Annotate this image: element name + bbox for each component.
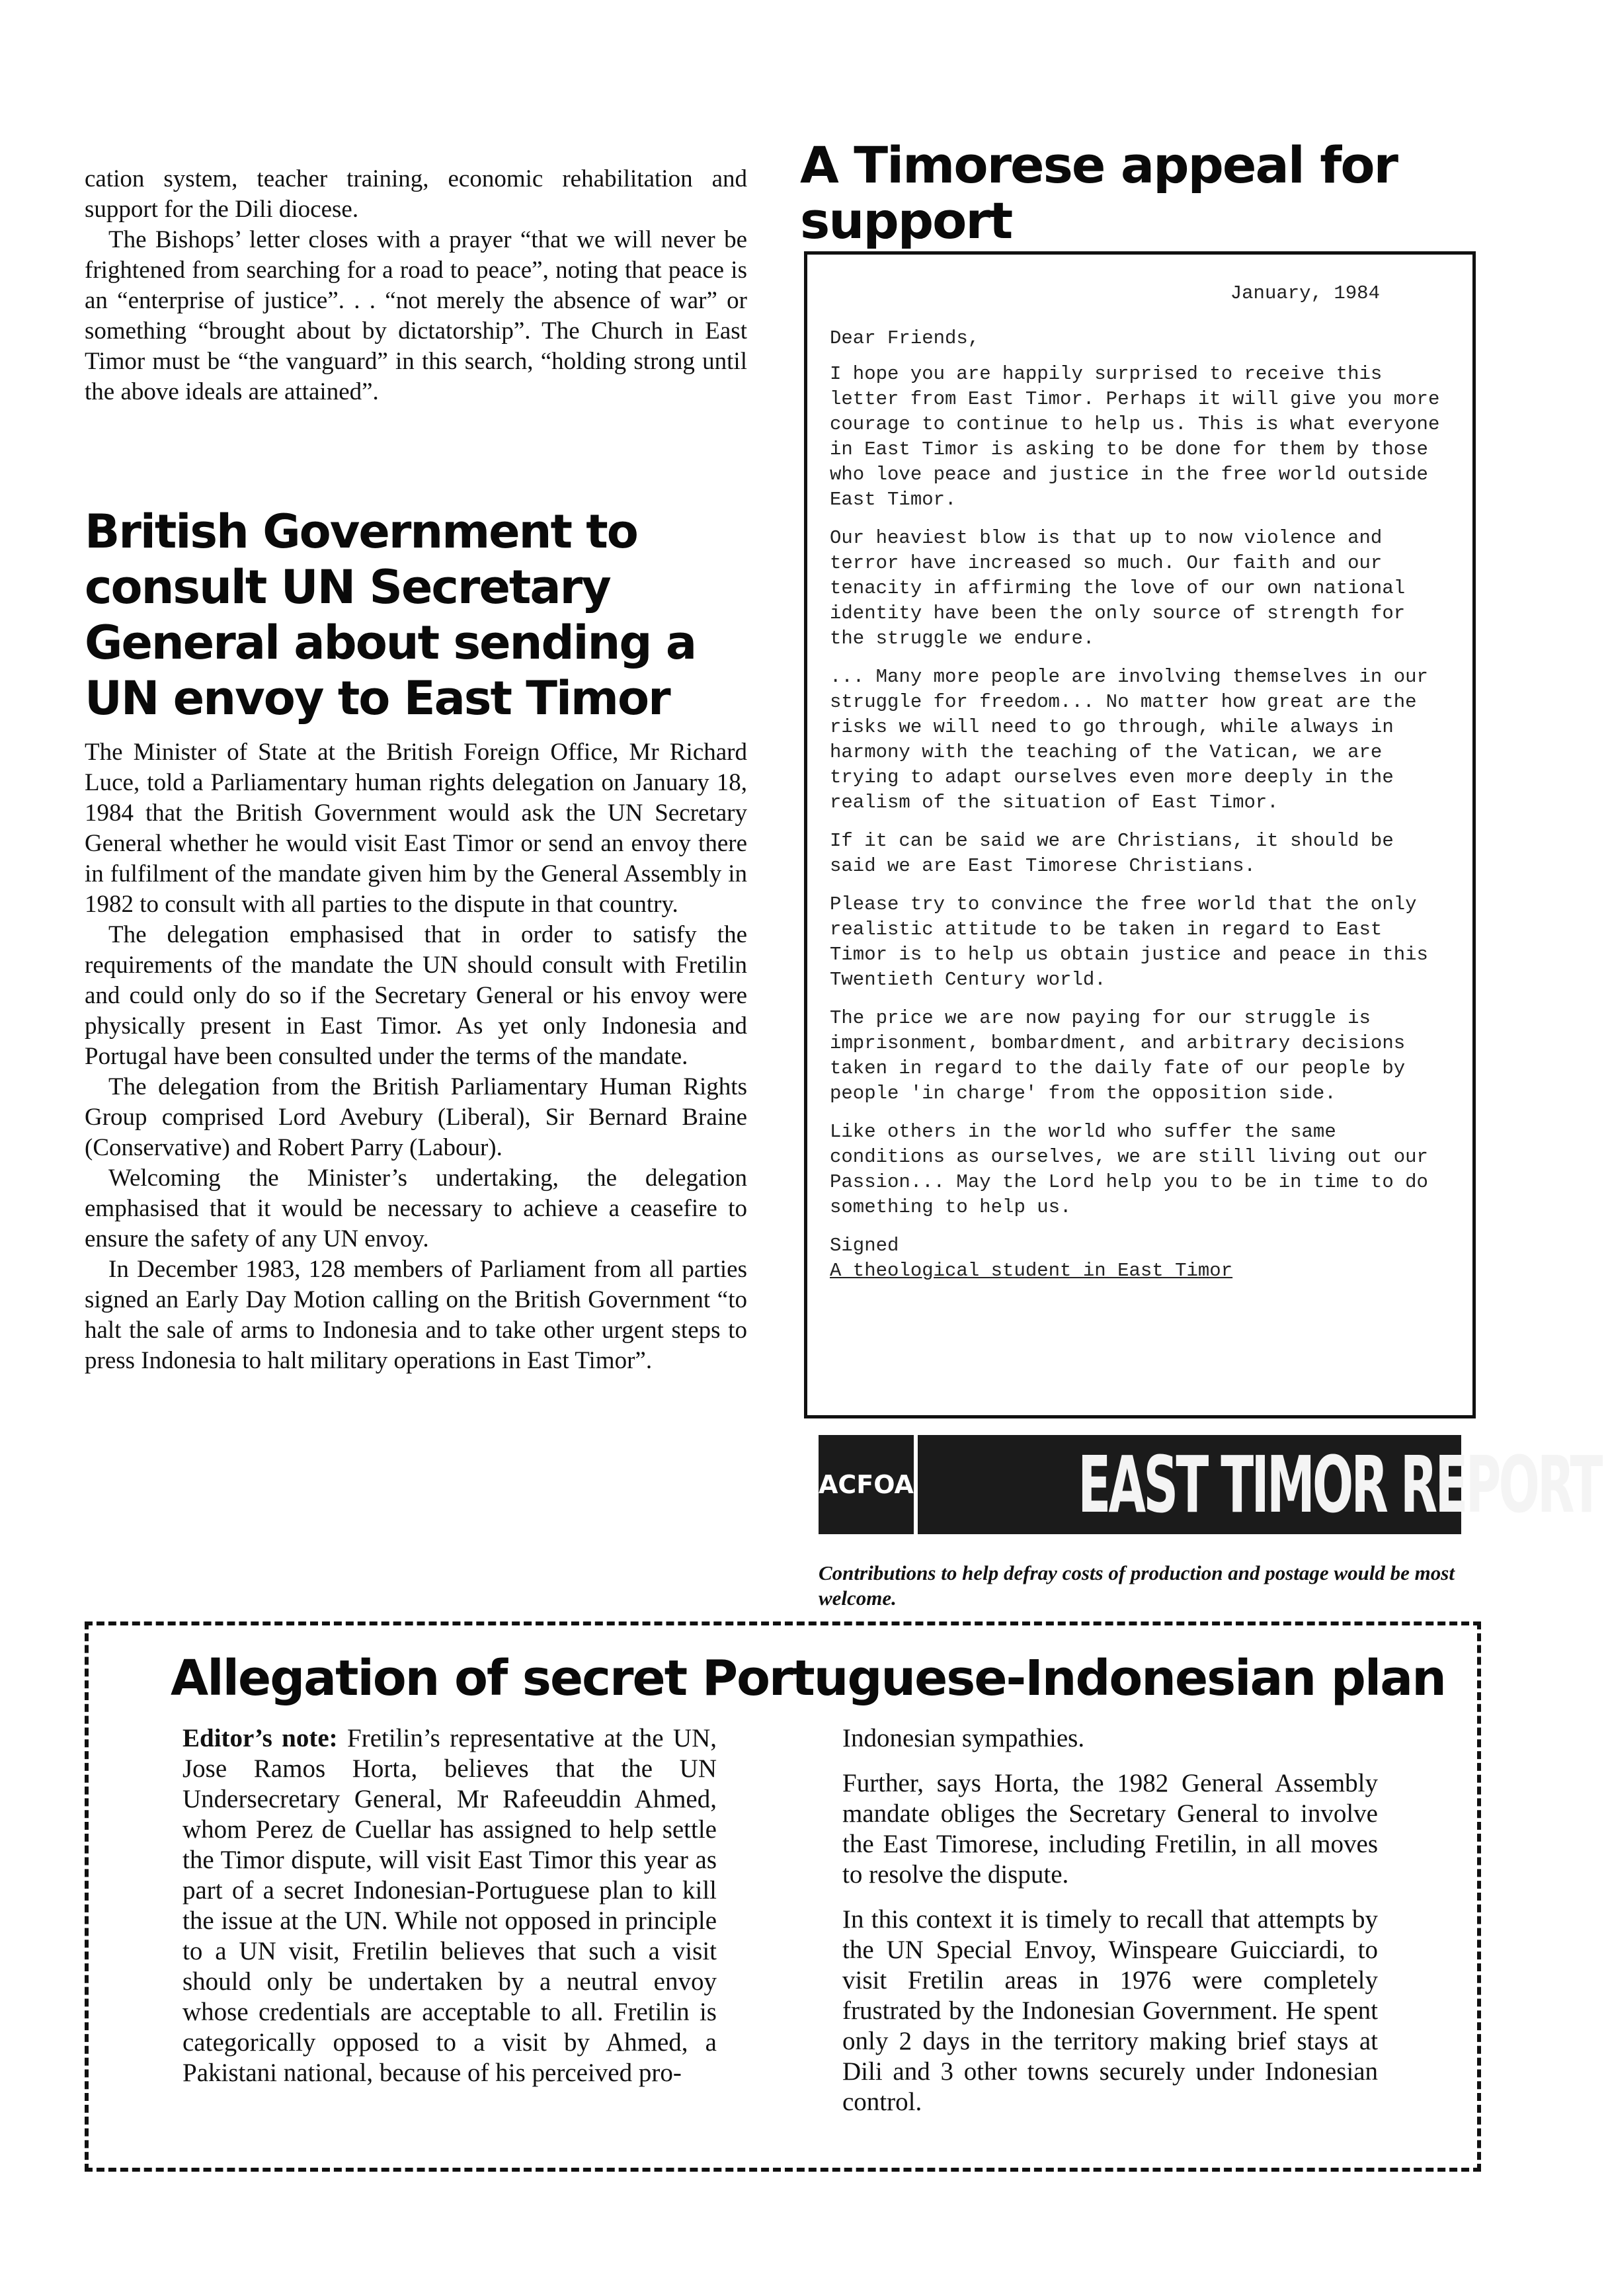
- appeal-headline: A Timorese appeal for support: [800, 136, 1398, 250]
- allegation-right-paragraph-1: Indonesian sympathies.: [842, 1724, 1085, 1752]
- letter-paragraph-5: Please try to convince the free world that the only realistic attitude to be taken in regard to East Timor is to help us obtain justice and peace in this Twentieth Century world.: [830, 893, 1428, 991]
- editor-note-label: Editor’s note:: [182, 1724, 338, 1752]
- article-paragraph-3: The delegation from the British Parliamentary Human Rights Group comprised Lord Avebury (Liberal), Sir Bernard Braine (Conservative) and Robert Parry (Labour).: [85, 1073, 747, 1161]
- acfoa-badge-icon: [819, 1435, 918, 1534]
- article-paragraph-5: In December 1983, 128 members of Parliament from all parties signed an Early Day Motion calling on the British Government “to halt the sale of arms to Indonesia and to take other urgent steps to press Indonesia to halt military operations in East Timor”.: [85, 1256, 747, 1374]
- letter-paragraph-4: If it can be said we are Christians, it should be said we are East Timorese Christians.: [830, 830, 1394, 877]
- acfoa-badge-label: ACFOA: [819, 1470, 914, 1499]
- allegation-right-column: [842, 1723, 1378, 2132]
- letter-paragraph-1: I hope you are happily surprised to receive this letter from East Timor. Perhaps it will give you more courage to continue to help us. This is what everyone in East Timor is asking to be done for them by those who love peace and justice in the free world outside East Timor.: [830, 363, 1440, 511]
- article-body: [85, 737, 747, 1376]
- editor-note-text: Fretilin’s representative at the UN, Jose Ramos Horta, believes that the UN Undersecretary General, Mr Rafeeuddin Ahmed, whom Perez de Cuellar has assigned to help settle the Timor dispute, will visit East Timor this year as part of a secret Indonesian-Portuguese plan to kill the issue at the UN. While not opposed in principle to a UN visit, Fretilin believes that such a visit should only be undertaken by a neutral envoy whose credentials are acceptable to all. Fretilin is categorically opposed to a visit by Ahmed, a Pakistani national, because of his perceived pro-: [182, 1724, 717, 2087]
- letter-box: [804, 251, 1476, 1418]
- article-headline: British Government to consult UN Secretary General about sending a UN envoy to East Timor: [85, 505, 696, 725]
- article-paragraph-4: Welcoming the Minister’s undertaking, the delegation emphasised that it would be necessary to achieve a ceasefire to ensure the safety of any UN envoy.: [85, 1165, 747, 1252]
- letter-salutation: Dear Friends,: [830, 327, 980, 349]
- allegation-right-paragraph-3: In this context it is timely to recall that attempts by the UN Special Envoy, Winspeare Guicciardi, to visit Fretilin areas in 1976 were completely frustrated by the Indonesian Government. He spent only 2 days in the territory making brief stays at Dili and 3 other towns securely under Indonesian control.: [842, 1905, 1378, 2116]
- letter-date: January, 1984: [1230, 282, 1380, 304]
- allegation-left-column: [182, 1723, 717, 2103]
- logo-title: EAST TIMOR REPORT: [1078, 1439, 1601, 1530]
- east-timor-report-logo: [819, 1435, 1601, 1534]
- intro-paragraph-1: cation system, teacher training, economic rehabilitation and support for the Dili diocese.: [85, 165, 747, 223]
- article-paragraph-2: The delegation emphasised that in order to satisfy the requirements of the mandate the UN should consult with Fretilin and could only do so if the Secretary General or his envoy were physically present in East Timor. As yet only Indonesia and Portugal have been consulted under the terms of the mandate.: [85, 921, 747, 1070]
- letter-paragraph-2: Our heaviest blow is that up to now violence and terror have increased so much. Our faith and our tenacity in affirming the love of our own national identity have been the only source of strength for the struggle we endure.: [830, 527, 1406, 649]
- contributions-caption: Contributions to help defray costs of production and postage would be most welcome.: [819, 1561, 1455, 1610]
- allegation-headline: Allegation of secret Portuguese-Indonesian plan: [171, 1650, 1445, 1707]
- letter-signed-label: Signed: [830, 1235, 899, 1256]
- allegation-right-paragraph-2: Further, says Horta, the 1982 General Assembly mandate obliges the Secretary General to involve the East Timorese, including Fretilin, in all moves to resolve the dispute.: [842, 1769, 1378, 1889]
- article-paragraph-1: The Minister of State at the British Foreign Office, Mr Richard Luce, told a Parliamentary human rights delegation on January 18, 1984 that the British Government would ask the UN Secretary General whether he would visit East Timor or send an envoy there in fulfilment of the mandate given him by the General Assembly in 1982 to consult with all parties to the dispute in that country.: [85, 739, 747, 918]
- left-column: [85, 164, 747, 407]
- letter-signature: A theological student in East Timor: [830, 1260, 1233, 1282]
- letter-paragraph-3: ... Many more people are involving themselves in our struggle for freedom... No matter how great are the risks we will need to go through, while always in harmony with the teaching of the Vatican, we are trying to adapt ourselves even more deeply in the realism of the situation of East Timor.: [830, 666, 1428, 813]
- letter-paragraph-7: Like others in the world who suffer the same conditions as ourselves, we are still living out our Passion... May the Lord help you to be in time to do something to help us.: [830, 1121, 1428, 1218]
- letter-body: [830, 362, 1446, 1220]
- letter-paragraph-6: The price we are now paying for our struggle is imprisonment, bombardment, and arbitrary decisions taken in regard to the daily fate of our people by people 'in charge' from the opposition side.: [830, 1007, 1406, 1104]
- allegation-box: [85, 1621, 1481, 2172]
- intro-paragraph-2: The Bishops’ letter closes with a prayer “that we will never be frightened from searching for a road to peace”, noting that peace is an “enterprise of justice”. . . “not merely the absence of war” or something “brought about by dictatorship”. The Church in East Timor must be “the vanguard” in this search, “holding strong until the above ideals are attained”.: [85, 226, 747, 405]
